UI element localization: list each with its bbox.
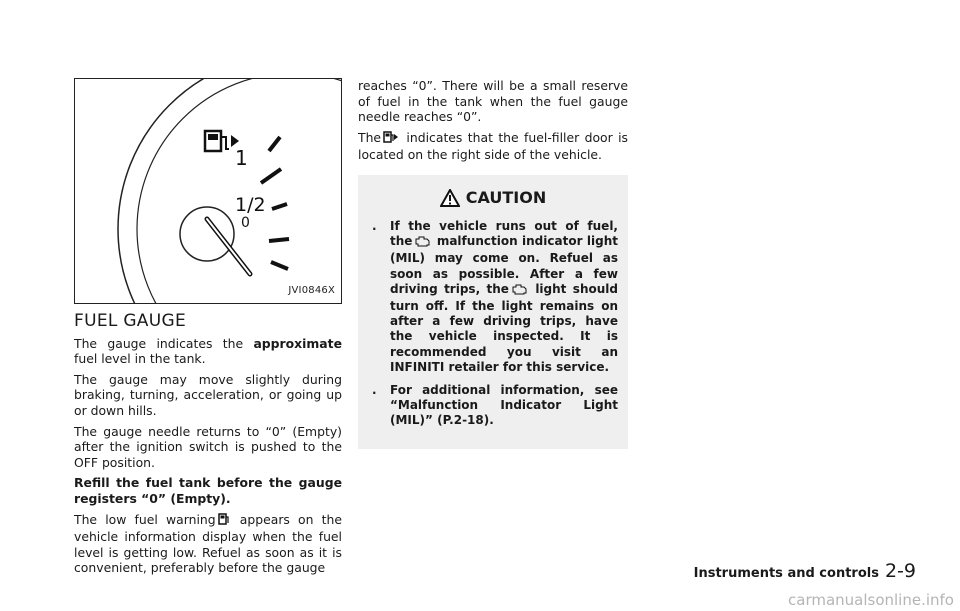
gauge-mark-half: 1/2 bbox=[235, 194, 266, 216]
watermark: carmanualsonline.info bbox=[788, 591, 954, 609]
fuel-gauge-illustration bbox=[75, 79, 342, 304]
mil-engine-icon bbox=[511, 284, 527, 299]
footer-page-number: 2-9 bbox=[884, 560, 916, 582]
section-heading: FUEL GAUGE bbox=[74, 311, 186, 331]
mil-engine-icon bbox=[414, 236, 430, 251]
paragraph-refill-warning: Refill the fuel tank before the gauge registers “0” (Empty). bbox=[74, 475, 342, 506]
paragraph-filler-door: The indicates that the fuel-filler door is located on the right side of the vehicle. bbox=[358, 129, 628, 163]
caution-item-additional-info: . For additional information, see “Malfunction Indicator Light (MIL)” (P.2-18). bbox=[372, 383, 618, 428]
paragraph-gauge-move: The gauge may move slightly during braking, turning, acceleration, or going up or down hills. bbox=[74, 371, 342, 418]
caution-title: CAUTION bbox=[465, 188, 547, 208]
page-footer bbox=[694, 560, 916, 582]
low-fuel-warning-icon bbox=[218, 512, 230, 530]
warning-triangle-icon bbox=[440, 189, 460, 207]
caution-item-out-of-fuel: . If the vehicle runs out of fuel, the malfunction indicator light (MIL) may come on. Refuel as soon as possible. After a few driving trips, the light should turn off. If the light remains on after a few driving trips, have the vehicle inspected. It is recommended you visit an INFINITI retailer for this service. bbox=[372, 218, 618, 374]
fuel-filler-door-icon bbox=[383, 131, 399, 148]
figure-id-label: JVI0846X bbox=[288, 285, 335, 297]
paragraph-needle-returns: The gauge needle returns to “0” (Empty) after the ignition switch is pushed to the OFF position. bbox=[74, 423, 342, 470]
footer-section-title: Instruments and controls bbox=[693, 566, 879, 581]
paragraph-approximate: The gauge indicates the approximate fuel level in the tank. bbox=[74, 335, 342, 367]
left-column bbox=[74, 78, 342, 581]
fuel-gauge-figure bbox=[74, 78, 342, 304]
caution-list bbox=[368, 219, 618, 429]
gauge-mark-full: 1 bbox=[235, 146, 248, 170]
right-column bbox=[358, 78, 628, 449]
caution-heading bbox=[368, 189, 618, 207]
paragraph-reserve: reaches “0”. There will be a small reserve of fuel in the tank when the fuel gauge needle reaches “0”. bbox=[358, 78, 628, 125]
paragraph-low-fuel: The low fuel warning appears on the vehicle information display when the fuel level is getting low. Refuel as soon as it is convenient, preferably before the gauge bbox=[74, 511, 342, 576]
gauge-mark-empty: 0 bbox=[241, 215, 250, 231]
caution-box bbox=[358, 175, 628, 449]
